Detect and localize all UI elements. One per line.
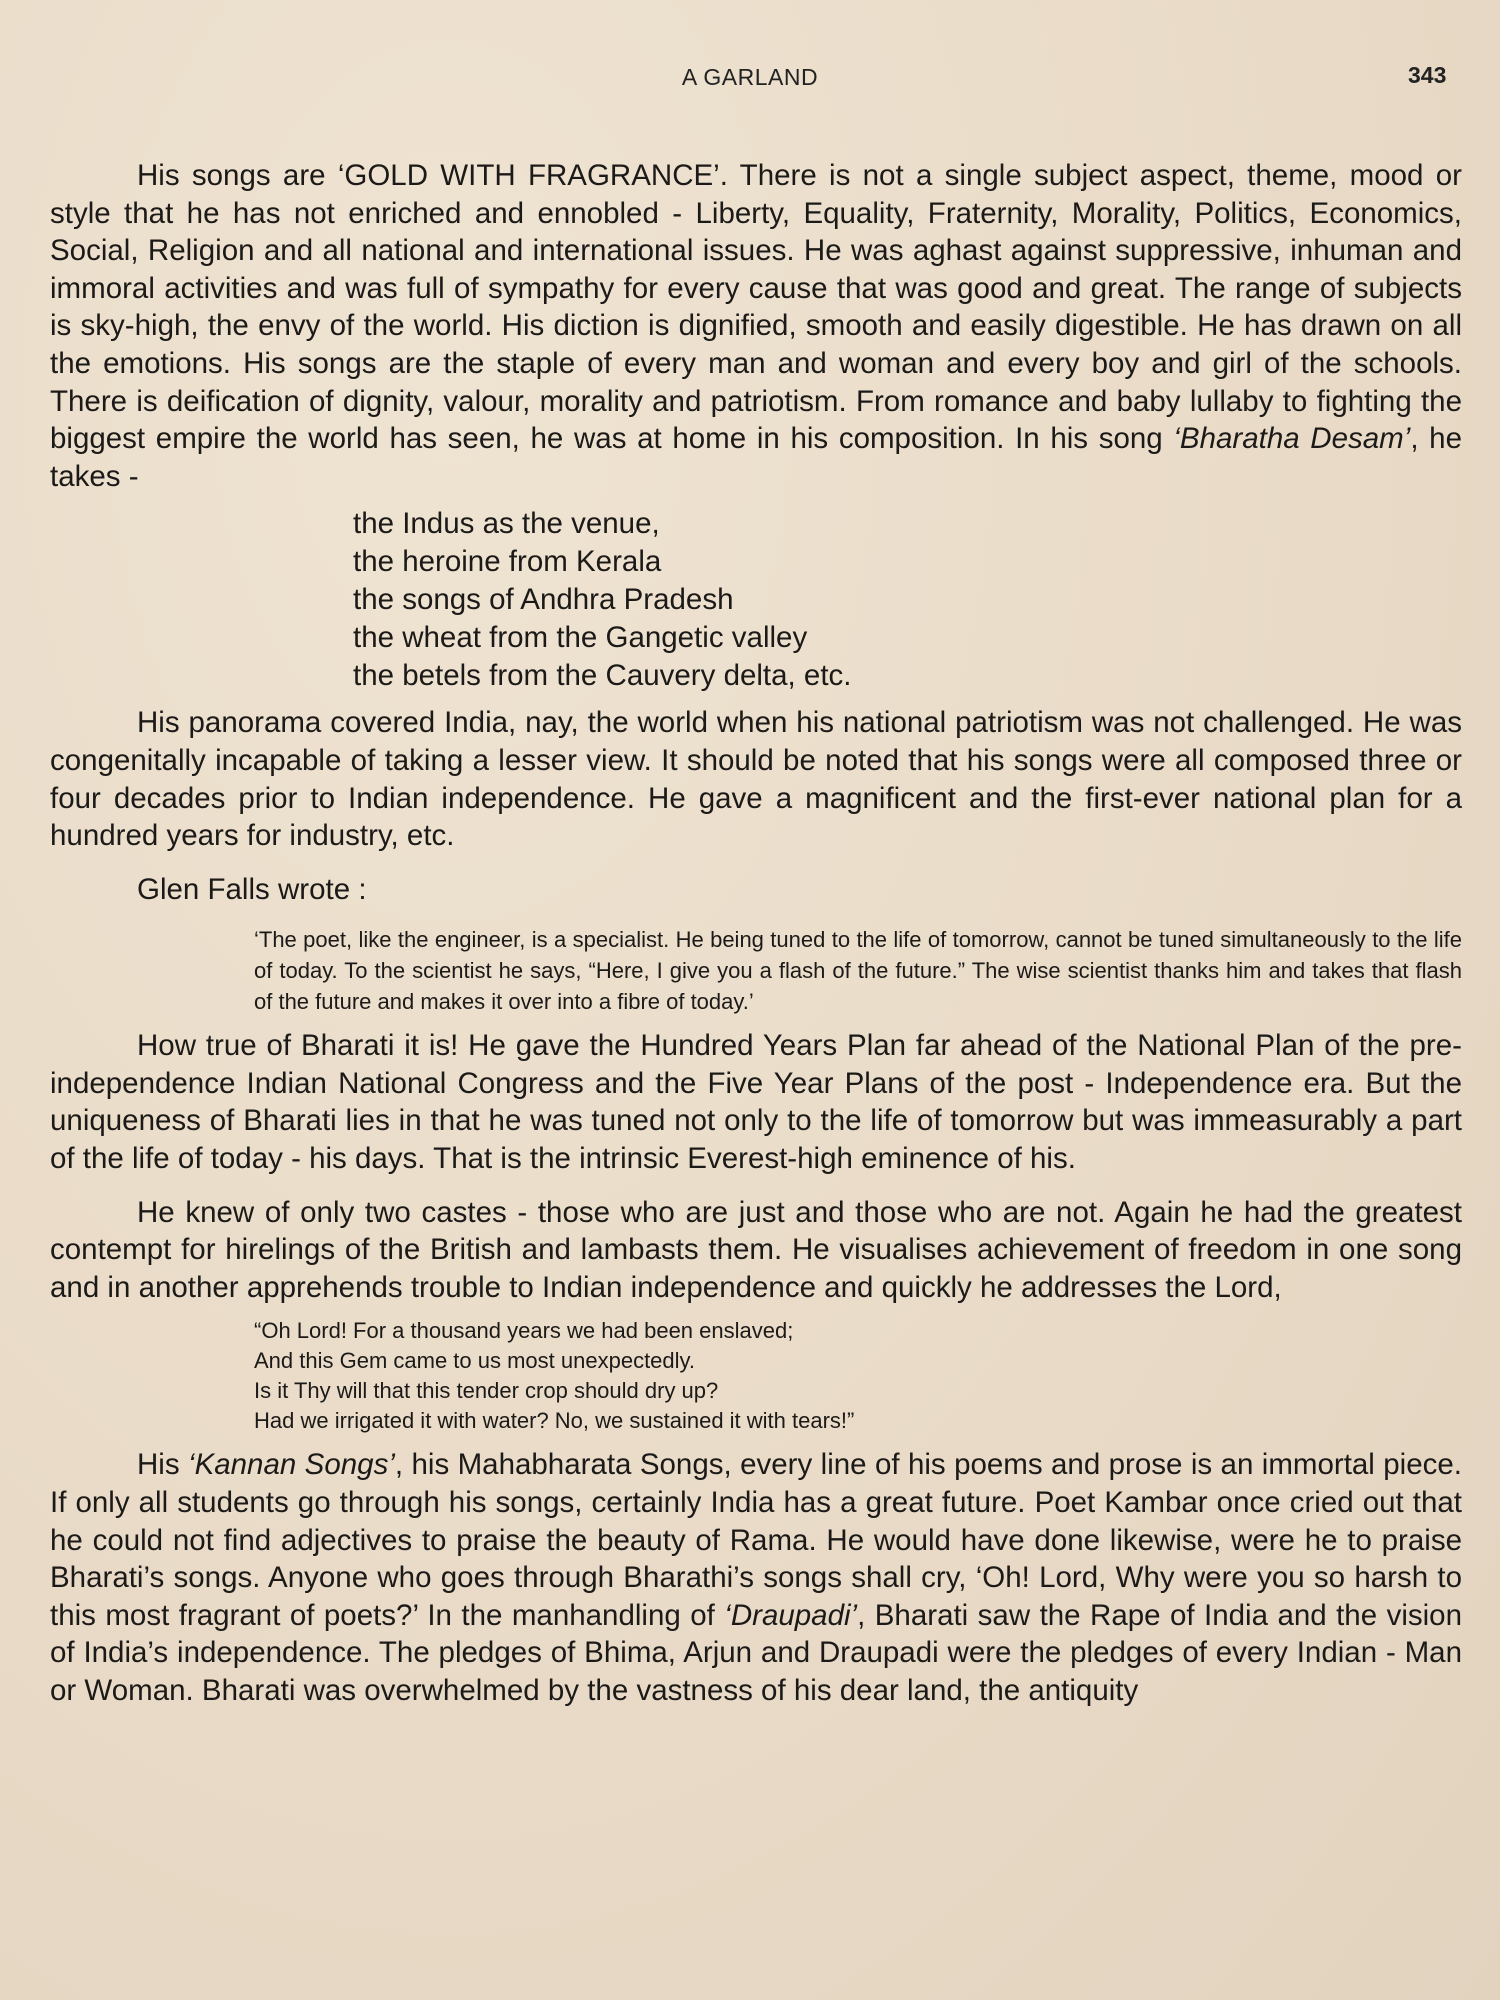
- song-title: ‘Bharatha Desam’: [1173, 422, 1411, 456]
- verse-line: the Indus as the venue,: [353, 507, 660, 541]
- page-number: 343: [1408, 62, 1447, 88]
- paragraph-text: , Bharati saw the Rape of India and the vision of India’s independence. The pledges of Bhima, Arjun and Draupadi were the pledges of every Indian - Man or Woman. Bharati was overwhelmed by the vastness of his dear land, the antiquity: [50, 1598, 1462, 1708]
- verse-line: the heroine from Kerala: [353, 545, 662, 579]
- paragraph-kannan-songs: [50, 1446, 1462, 1709]
- poem-line: And this Gem came to us most unexpectedly.: [254, 1348, 696, 1374]
- verse-bharatha-desam: [353, 505, 1462, 694]
- paragraph-text: , his Mahabharata Songs, every line of his poems and prose is an immortal piece. If only all students go through his songs, certainly India has a great future. Poet Kambar once cried out that he could not find adjectives to praise the beauty of Rama. He would have done likewise, were he to praise Bharati’s songs. Anyone who goes through Bharathi’s songs shall cry, ‘Oh! Lord, Why were you so harsh to this most fragrant of poets?’ In the manhandling of: [50, 1448, 1462, 1632]
- paragraph-how-true: How true of Bharati it is! He gave the Hundred Years Plan far ahead of the National Plan of the pre-independence Indian National Congress and the Five Year Plans of the post - Independence era. But the uniqueness of Bharati lies in that he was tuned not only to the life of tomorrow but was immeasurably a part of the life of today - his days. That is the intrinsic Everest-high eminence of his.: [50, 1029, 1462, 1176]
- running-head: A GARLAND: [681, 64, 819, 90]
- paragraph-text: His songs are ‘GOLD WITH FRAGRANCE’. There is not a single subject aspect, theme, mood or style that he has not enriched and ennobled - Liberty, Equality, Fraternity, Morality, Politics, Economics, Social, Religion and all national and international issues. He was aghast against suppressive, inhuman and immoral activities and was full of sympathy for every cause that was good and great. The range of subjects is sky-high, the envy of the world. His diction is dignified, smooth and easily digestible. He has drawn on all the emotions. His songs are the staple of every man and woman and every boy and girl of the schools. There is deification of dignity, valour, morality and patriotism. From romance and baby lullaby to fighting the biggest empire the world has seen, he was at home in his composition. In his song: [50, 159, 1462, 456]
- paragraph-text: His: [137, 1448, 189, 1482]
- song-title: ‘Draupadi’: [724, 1598, 858, 1632]
- quote-attribution: Glen Falls wrote :: [137, 872, 367, 906]
- paragraph-panorama: His panorama covered India, nay, the world when his national patriotism was not challenged. He was congenitally incapable of taking a lesser view. It should be noted that his songs were all composed three or four decades prior to Indian independence. He gave a magnificent and the first-ever national plan for a hundred years for industry, etc.: [50, 706, 1462, 853]
- verse-line: the wheat from the Gangetic valley: [353, 620, 808, 654]
- paragraph-gold-with-fragrance: [50, 157, 1462, 495]
- poem-oh-lord: [254, 1316, 1462, 1436]
- paragraph-text: , he takes -: [50, 422, 1462, 493]
- poem-line: Had we irrigated it with water? No, we sustained it with tears!”: [254, 1408, 855, 1434]
- paragraph-two-castes: He knew of only two castes - those who are just and those who are not. Again he had the greatest contempt for hirelings of the British and lambasts them. He visualises achievement of freedom in one song and in another apprehends trouble to Indian independence and quickly he addresses the Lord,: [50, 1195, 1462, 1304]
- body-text: [50, 157, 1462, 1710]
- verse-line: the songs of Andhra Pradesh: [353, 582, 734, 616]
- poem-line: “Oh Lord! For a thousand years we had been enslaved;: [254, 1318, 794, 1344]
- block-quote-glen-falls: ‘The poet, like the engineer, is a specialist. He being tuned to the life of tomorrow, cannot be tuned simultaneously to the life of today. To the scientist he says, “Here, I give you a flash of the future.” The wise scientist thanks him and takes that flash of the future and makes it over into a fibre of today.’: [254, 927, 1462, 1015]
- song-title: ‘Kannan Songs’: [188, 1448, 395, 1482]
- poem-line: Is it Thy will that this tender crop should dry up?: [254, 1378, 719, 1404]
- verse-line: the betels from the Cauvery delta, etc.: [353, 658, 852, 692]
